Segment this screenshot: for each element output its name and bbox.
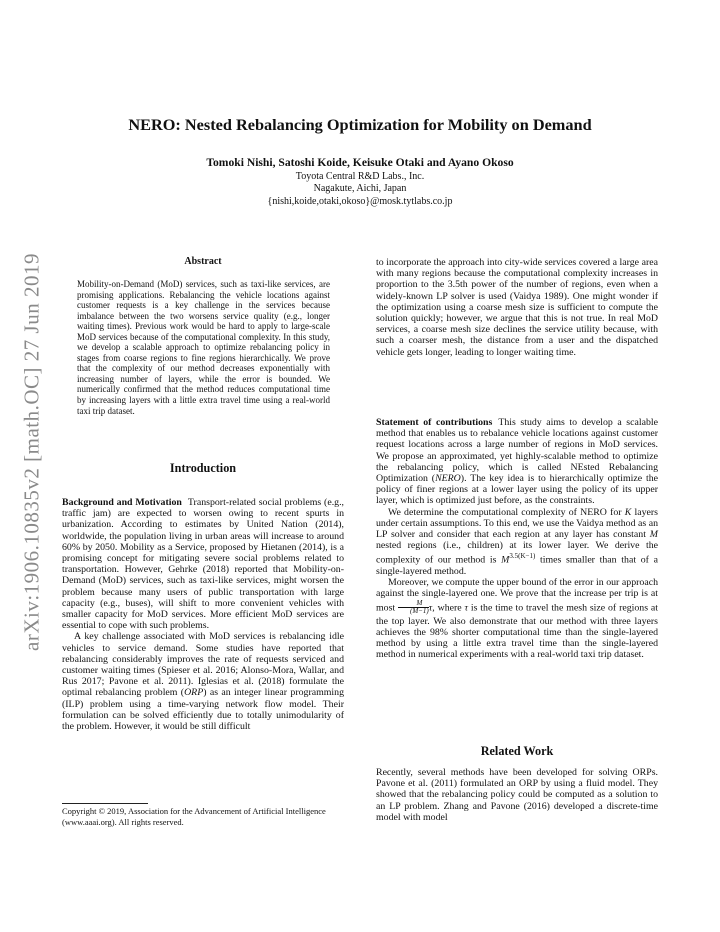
author-list: Tomoki Nishi, Satoshi Koide, Keisuke Otaki and Ayano Okoso xyxy=(206,156,514,169)
affiliation-org: Toyota Central R&D Labs., Inc. xyxy=(295,171,425,182)
contributions-paragraph-2 xyxy=(376,507,658,578)
complexity-text-b: layers under certain assumptions. To this end, we use the Vaidya method as an LP solver and consider that each region at any layer has constant xyxy=(376,506,659,541)
contributions-paragraph-1 xyxy=(376,417,658,507)
math-fraction-denominator: (M−1) xyxy=(410,607,429,616)
contributions-section xyxy=(376,417,658,660)
introduction-heading: Introduction xyxy=(169,461,237,475)
related-work-paragraph: Recently, several methods have been developed for solving ORPs. Pavone et al. (2011) formulated an ORP by using a fluid model. They showed that the rebalancing policy could be computed as a solution to an LP problem. Zhang and Pavone (2016) developed a discrete-time model with model xyxy=(376,767,658,823)
arxiv-stamp xyxy=(14,222,50,682)
intro-paragraph-1-text: Transport-related social problems (e.g., traffic jam) are expected to worsen owing to recent spurts in urbanization. According to estimates by United Nation (2014), worldwide, the population living in urban areas will increase to around 60% by 2050. Mobility as a Service, proposed by Hietanen (2014), is a promising concept for mitigating severe social problems related to transportation. However, Gehrke (2018) reported that Mobility-on-Demand (MoD) services, such as taxi-like services, might worsen the problem because many users of public transportation with large capacity (e.g., buses), will shift to more convenient vehicles with smaller capacity for MoD services. More efficient MoD services are essential to cope with such problems. xyxy=(62,497,344,632)
error-bound-text-b: , where xyxy=(432,601,465,613)
right-column-continuation xyxy=(376,257,658,358)
complexity-text-d: times smaller than that of a single-layered method. xyxy=(376,554,658,577)
contributions-text-a: This study aims to develop a scalable method that enables us to rebalance vehicle locations against customer request locations across a large number of regions in MoD services. We propose an approximated, yet highly-scalable method to optimize the rebalancing policy, which is called NEsted Rebalancing Optimization ( xyxy=(376,417,658,485)
orp-emphasis: ORP xyxy=(184,687,204,699)
affiliation-email: {nishi,koide,otaki,okoso}@mosk.tytlabs.co.jp xyxy=(267,196,453,207)
math-fraction xyxy=(398,600,429,616)
math-fraction-numerator: M xyxy=(398,600,429,609)
math-tau: τ xyxy=(428,601,433,613)
contributions-runin-heading: Statement of contributions xyxy=(376,417,493,428)
abstract-heading: Abstract xyxy=(184,256,222,267)
background-runin-heading: Background and Motivation xyxy=(62,497,182,508)
abstract-text: Mobility-on-Demand (MoD) services, such as taxi-like services, are promising applications. Rebalancing the vehicle locations against customer requests is a key challenge in the services because imbalance between the two worsens service quality (e.g., longer waiting times). Previous work would be hard to apply to large-scale MoD services because of the computational complexity. In this study, we develop a scalable approach to optimize rebalancing policy in stages from coarse regions to fine regions hierarchically. We prove that the complexity of our method decreases exponentially with increasing number of layers, while the error is bounded. We numerically confirmed that the method reduces computational time by increasing layers with a little extra travel time using a real-world taxi trip dataset. xyxy=(77,279,330,416)
math-k: K xyxy=(624,506,632,518)
intro-paragraph-2-text-a: A key challenge associated with MoD services is rebalancing idle vehicles to service demand. Some studies have reported that rebalancing considerably improves the rate of requests serviced and customer waiting times (Spieser et al. 2016; Alonso-Mora, Wallar, and Rus 2017; Pavone et al. 2011). Iglesias et al. (2018) formulate the optimal rebalancing problem ( xyxy=(62,631,344,699)
error-bound-text-a: Moreover, we compute the upper bound of the error in our approach against the single-layered one. We prove that the increase per trip is at most xyxy=(376,577,658,613)
intro-paragraph-2-text-b: ) as an integer linear programming (ILP) problem using a time-varying network flow model. Their formulation can be solved efficiently due to totally unimodularity of the problem. However, it would be still difficult xyxy=(62,687,344,733)
related-work-body xyxy=(376,767,658,823)
intro-paragraph-2 xyxy=(62,631,344,732)
math-tau-2: τ xyxy=(464,601,469,613)
intro-paragraph-1 xyxy=(62,497,344,631)
arxiv-stamp-text: arXiv:1906.10835v2 [math.OC] 27 Jun 2019 xyxy=(19,253,44,651)
complexity-text-c: nested regions (i.e., children) at its lower layer. We derive the complexity of our method is xyxy=(376,540,658,566)
error-bound-text-c: is the time to travel the mesh size of regions at the top layer. We also demonstrate that our method with three layers achieves the 98% shorter computational time than the single-layered method by using a little extra travel time than the single-layered method in numerical experiments with a real-world taxi trip dataset. xyxy=(376,601,659,661)
paper-title: NERO: Nested Rebalancing Optimization for Mobility on Demand xyxy=(128,115,592,134)
copyright-footnote: Copyright © 2019, Association for the Advancement of Artificial Intelligence (www.aaai.org). All rights reserved. xyxy=(62,806,326,827)
math-complexity-exponent: 3.5(K−1) xyxy=(509,552,536,561)
footnote-rule xyxy=(62,803,148,804)
math-m: M xyxy=(649,529,658,541)
contributions-text-b: ). The key idea is to hierarchically optimize the policy of finer regions at a lower layer using the policy of its upper layer, which is optimized just before, as the constraints. xyxy=(376,473,658,507)
contributions-paragraph-3 xyxy=(376,577,658,660)
nero-emphasis: NERO xyxy=(435,473,461,485)
affiliation-city: Nagakute, Aichi, Japan xyxy=(313,183,407,194)
math-complexity-base: M xyxy=(501,554,510,566)
introduction-body xyxy=(62,497,344,732)
continuation-paragraph: to incorporate the approach into city-wide services covered a large area with many regions because the computational complexity increases in proportion to the 3.5th power of the number of regions, even when a widely-known LP solver is used (Vaidya 1989). One might wonder if the optimization using a coarse mesh size is sufficient to compute the solution quickly; however, we argue that this is not true. In real MoD services, a coarse mesh size declines the service utility because, with such a coarser mesh, the distance from a user and the dispatched vehicle gets longer, leading to longer waiting time. xyxy=(376,257,658,358)
complexity-text-a: We determine the computational complexity of NERO for xyxy=(388,506,625,518)
related-work-heading: Related Work xyxy=(480,744,554,758)
